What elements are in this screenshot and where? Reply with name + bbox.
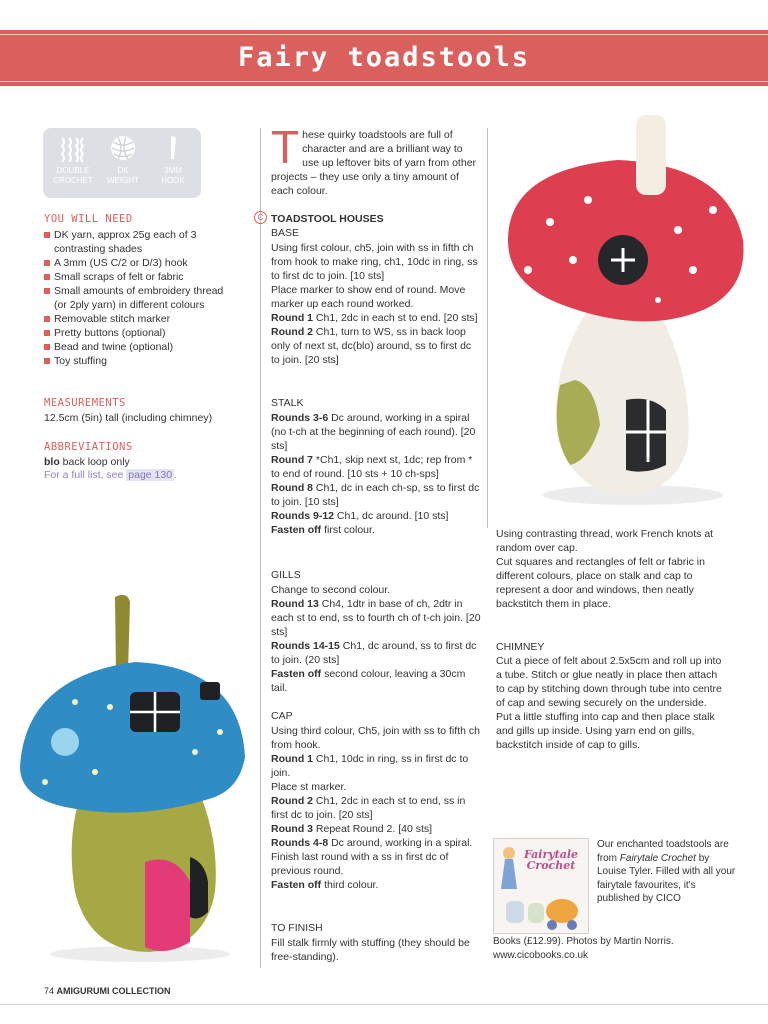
stalk-heading: STALK — [271, 397, 304, 409]
drop-cap: T — [271, 121, 300, 173]
skill-label-2a: DK — [117, 166, 129, 175]
book-caption: Our enchanted toadstools are from Fairytale Crochet by Louise Tyler. Filled with all your fairytale favourites, it's published by CICO — [597, 839, 736, 904]
skill-label-3b: HOOK — [161, 176, 185, 185]
abbreviation-entry — [44, 455, 234, 469]
page-footer — [44, 986, 171, 996]
more-suffix: . — [174, 469, 177, 481]
abbreviations-heading: ABBREVIATIONS — [44, 441, 133, 453]
materials-item: A 3mm (US C/2 or D/3) hook — [44, 256, 234, 270]
cap-instructions: Using third colour, Ch5, join with ss to fifth ch from hook. Round 1 Ch1, 10dc in ring, ss in first dc to join. Place st marker. Round 2 Ch1, 2dc in each st to end, ss in first dc to join. [20 sts] Round 3 Repeat Round 2. [40 sts] Rounds 4-8 Dc around, working in a spiral. Finish last round with a ss in first dc of previous round. Fasten off third colour. — [271, 725, 480, 891]
skill-label-1b: CROCHET — [53, 176, 93, 185]
blue-toadstool-photo — [15, 592, 250, 967]
cap-heading: CAP — [271, 710, 293, 722]
skill-level-box — [43, 128, 201, 198]
abbreviation-definition: back loop only — [59, 456, 130, 468]
column-divider-right — [487, 128, 488, 528]
hook-icon — [158, 134, 188, 162]
base-instructions: Using first colour, ch5, join with ss in fifth ch from hook to make ring, ch1, 10dc in ring, ss to first dc to join. [10 sts] Place marker to show end of round. Move marker up each round worked. Round 1 Ch1, 2dc in each st to end. [20 sts] Round 2 Ch1, turn to WS, ss in back loop only of next st, dc(blo) around, ss to first dc to join. [20 sts] — [271, 242, 478, 366]
magazine-name: AMIGURUMI COLLECTION — [56, 986, 171, 996]
book-title-italic: Fairytale Crochet — [619, 852, 696, 864]
crochet-symbol-icon: C — [254, 211, 267, 224]
book-cover-title: Fairytale Crochet — [523, 848, 579, 872]
measurements-text: 12.5cm (5in) tall (including chimney) — [44, 412, 213, 424]
measurements-heading: MEASUREMENTS — [44, 397, 126, 409]
materials-item: Pretty buttons (optional) — [44, 326, 234, 340]
stalk-instructions: Rounds 3-6 Dc around, working in a spiral (no t-ch at the beginning of each round). [20 sts] Round 7 *Ch1, skip next st, 1dc; rep from * to end of round. [10 sts + 10 ch-sps] Round 8 Ch1, dc in each ch-sp, ss to first dc to join. [10 sts] Rounds 9-12 Ch1, dc around. [10 sts] Fasten off first colour. — [271, 412, 480, 536]
skill-label-3a: 3MM — [164, 166, 182, 175]
more-prefix: For a full list, see — [44, 469, 127, 481]
abbreviation-term: blo — [44, 456, 60, 468]
chimney-heading: CHIMNEY — [496, 641, 545, 653]
yarn-ball-icon — [108, 134, 138, 162]
publisher-url[interactable]: www.cicobooks.co.uk — [493, 949, 589, 961]
materials-item: Bead and twine (optional) — [44, 340, 234, 354]
materials-item: Removable stitch marker — [44, 312, 234, 326]
materials-item: Small amounts of embroidery thread (or 2ply yarn) in different colours — [44, 284, 234, 312]
materials-item: Small scraps of felt or fabric — [44, 270, 234, 284]
carriage-illustration-icon — [500, 891, 584, 931]
intro-paragraph — [271, 121, 481, 198]
skill-double-crochet — [49, 134, 97, 186]
materials-list — [44, 228, 234, 368]
finish-instructions: Fill stalk firmly with stuffing (they should be free-standing). — [271, 937, 470, 963]
pattern-heading: TOADSTOOL HOUSES — [271, 213, 384, 225]
skill-label-1a: DOUBLE — [56, 166, 90, 175]
skill-hook — [149, 134, 197, 186]
page-number: 74 — [44, 986, 55, 996]
skill-dk-weight — [99, 134, 147, 186]
book-cover-image — [493, 838, 589, 934]
crochet-stitch-icon — [58, 134, 88, 162]
red-toadstool-photo — [498, 110, 748, 510]
abbreviations-more — [44, 469, 177, 481]
intro-text: hese quirky toadstools are full of character and are a brilliant way to use up leftover bits of yarn from other projects – they use only a tiny amount of each colour. — [271, 129, 477, 197]
finish-heading: TO FINISH — [271, 922, 323, 934]
chimney-instructions: Cut a piece of felt about 2.5x5cm and roll up into a tube. Stitch or glue neatly in place then attach to cap by stitching down through tube into centre of cap and sewing securely on the underside. Put a little stuffing into cap and then place stalk and gills up inside. Using yarn end on gills, backstitch inside of cap to gills. — [496, 655, 722, 751]
skill-label-2b: WEIGHT — [107, 176, 139, 185]
you-will-need-heading: YOU WILL NEED — [44, 213, 133, 225]
base-heading: BASE — [271, 227, 300, 239]
page-title: Fairy toadstools — [237, 42, 531, 73]
materials-item: Toy stuffing — [44, 354, 234, 368]
page-130-link[interactable]: page 130 — [128, 469, 173, 481]
column-divider-left — [260, 128, 261, 968]
gills-heading: GILLS — [271, 569, 301, 581]
gills-instructions: Change to second colour. Round 13 Ch4, 1dtr in base of ch, 2dtr in each st to end, ss to fourth ch of t-ch join. [20 sts] Rounds 14-15 Ch1, dc around, ss to first dc to join. (20 sts] Fasten off second colour, leaving a 30cm tail. — [271, 584, 481, 694]
decorate-instructions: Using contrasting thread, work French knots at random over cap. Cut squares and rectangles of felt or fabric in different colours, place on stalk and cap to represent a door and windows, then neatly backstitch them in place. — [496, 528, 714, 610]
book-caption-credits: Books (£12.99). Photos by Martin Norris. www.cicobooks.co.uk — [493, 935, 733, 962]
footer-rule — [0, 1004, 768, 1005]
materials-item: DK yarn, approx 25g each of 3 contrasting shades — [44, 228, 234, 256]
